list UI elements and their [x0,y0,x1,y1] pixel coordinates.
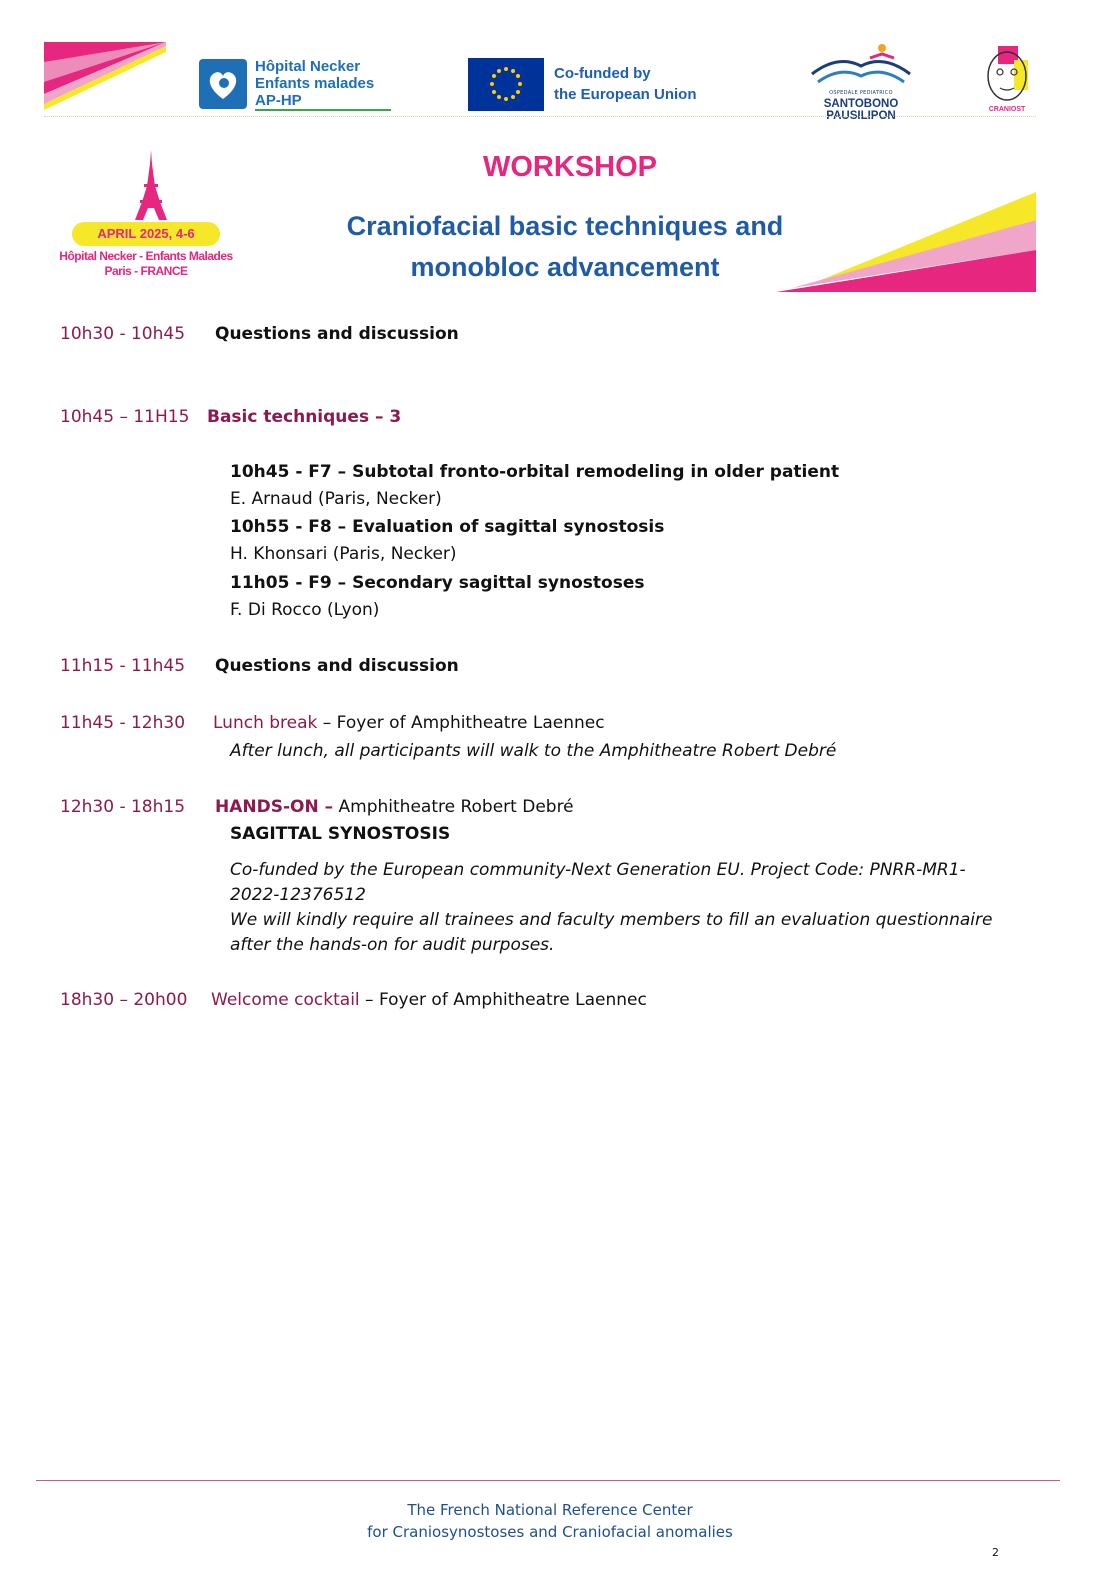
session-4-line [213,710,605,736]
necker-logo-line3: AP-HP [255,92,302,109]
talk-1-title: 10h45 - F7 – Subtotal fronto-orbital remodeling in older patient [230,462,840,482]
talk-3-speaker: F. Di Rocco (Lyon) [230,600,380,620]
eu-flag-icon [468,58,544,111]
necker-logo-underline [255,109,391,111]
session-2-time: 10h45 – 11H15 [60,407,190,427]
santobono-name-line1: SANTOBONO [823,98,899,110]
session-5-time: 12h30 - 18h15 [60,797,186,817]
footer-divider [36,1480,1060,1481]
session-1-time: 10h30 - 10h45 [60,324,186,344]
session-1-title: Questions and discussion [215,324,459,344]
session-6-line [211,987,647,1013]
heart-hand-icon [199,59,247,109]
eiffel-tower-icon [134,150,168,220]
talk-2-title: 10h55 - F8 – Evaluation of sagittal synostosis [230,517,665,537]
necker-logo [199,58,391,110]
santobono-small-label: OSPEDALE PEDIATRICO [829,90,893,96]
session-5-subtitle: SAGITTAL SYNOSTOSIS [230,824,451,844]
decorative-stripes-left [44,42,166,110]
session-5-note-line4: after the hands-on for audit purposes. [230,935,555,955]
decorative-stripes-right [776,192,1036,292]
header-divider [44,116,1036,117]
session-4-location: – Foyer of Amphitheatre Laennec [317,713,605,733]
page-number: 2 [992,1546,999,1559]
event-venue-line2: Paris - FRANCE [104,264,188,278]
workshop-subtitle-line2: monobloc advancement [410,252,720,282]
eu-logo-line1: Co-funded by [554,65,651,82]
craniost-face-icon [978,42,1036,106]
footer-line2: for Craniosynostoses and Craniofacial anomalies [367,1523,733,1541]
session-5-location: Amphitheatre Robert Debré [333,797,574,817]
craniost-logo [978,42,1036,116]
santobono-figure-icon [808,42,914,90]
footer-line1: The French National Reference Center [407,1501,693,1519]
eu-logo [468,58,728,112]
session-5-line [215,794,574,820]
session-5-note-line3: We will kindly require all trainees and faculty members to fill an evaluation questionnaire [230,910,993,930]
eu-logo-line2: the European Union [554,86,697,103]
workshop-subtitle [300,206,830,288]
necker-logo-line2: Enfants malades [255,75,375,92]
session-4-note: After lunch, all participants will walk to the Amphitheatre Robert Debré [230,741,837,761]
workshop-subtitle-line1: Craniofacial basic techniques and [346,211,784,241]
talk-1-speaker: E. Arnaud (Paris, Necker) [230,489,442,509]
santobono-logo [808,42,914,122]
session-3-time: 11h15 - 11h45 [60,656,186,676]
talk-2-speaker: H. Khonsari (Paris, Necker) [230,544,457,564]
session-3-title: Questions and discussion [215,656,459,676]
necker-logo-line1: Hôpital Necker [255,58,361,75]
session-5-title: HANDS-ON – [215,797,334,817]
event-venue-line1: Hôpital Necker - Enfants Malades [59,249,233,263]
session-4-time: 11h45 - 12h30 [60,713,186,733]
craniost-label: CRANIOST [988,106,1026,113]
session-6-time: 18h30 – 20h00 [60,990,188,1010]
session-5-note-line1: Co-funded by the European community-Next Generation EU. Project Code: PNRR-MR1- [230,860,966,880]
event-venue [40,249,252,279]
session-6-title: Welcome cocktail [211,990,360,1010]
session-2-title: Basic techniques – 3 [207,407,402,427]
santobono-name-line2: PAUSILIPON [826,110,896,122]
session-4-title: Lunch break [213,713,318,733]
session-5-note-line2: 2022-12376512 [230,885,366,905]
talk-3-title: 11h05 - F9 – Secondary sagittal synostoses [230,573,645,593]
workshop-title: WORKSHOP [483,151,657,183]
session-6-location: – Foyer of Amphitheatre Laennec [359,990,647,1010]
event-date-badge: APRIL 2025, 4-6 [72,222,220,246]
